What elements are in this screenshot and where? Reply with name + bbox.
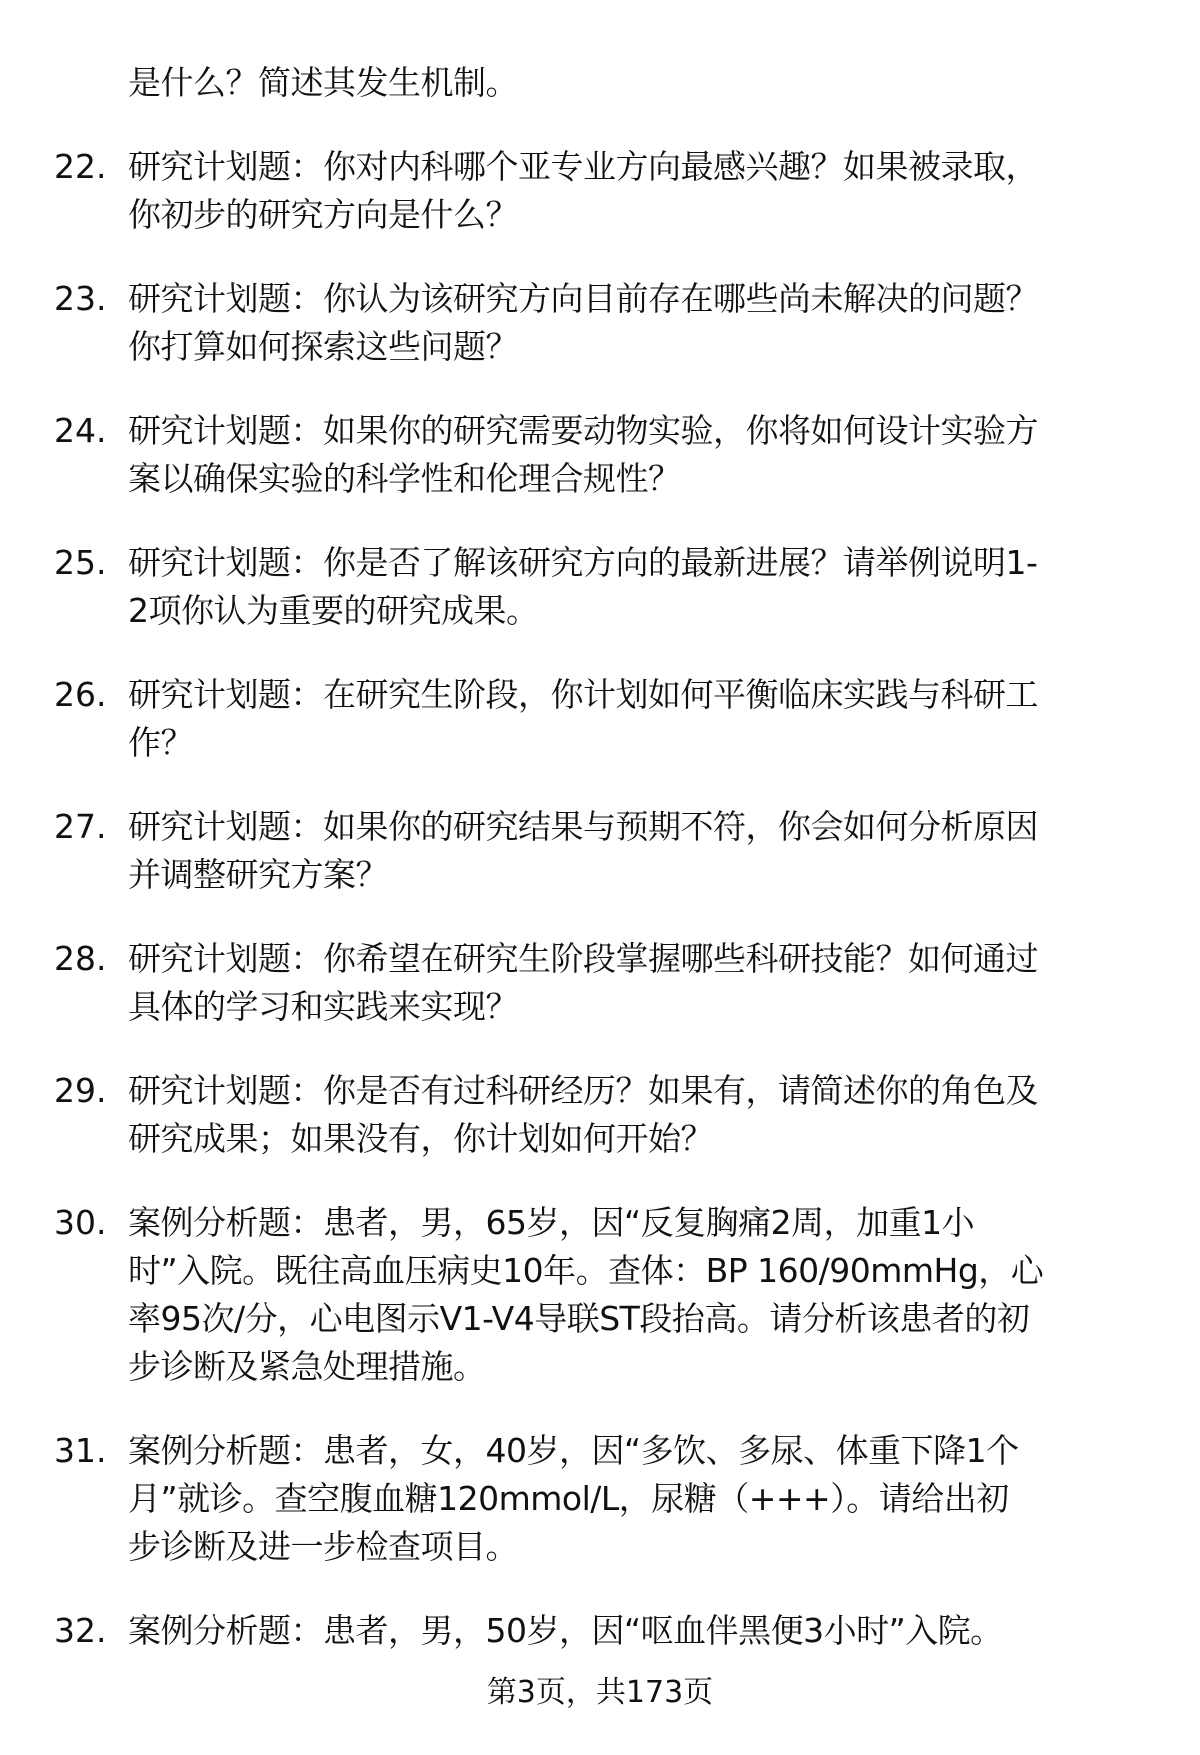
- question-number: 25.: [54, 543, 107, 582]
- question-number: 27.: [54, 807, 107, 846]
- question-text-line: 你打算如何探索这些问题？: [128, 327, 518, 366]
- question-text-line: 并调整研究方案？: [128, 855, 388, 894]
- question-text-line: 步诊断及紧急处理措施。: [128, 1347, 486, 1386]
- question-item: [0, 1067, 1200, 1163]
- question-item: [0, 407, 1200, 503]
- question-item: [0, 1199, 1200, 1391]
- question-number: 28.: [54, 939, 107, 978]
- question-text-line: 率95次/分，心电图示V1-V4导联ST段抬高。请分析该患者的初: [128, 1299, 1030, 1338]
- question-text-line: 作？: [128, 723, 193, 762]
- question-text-line: 研究计划题：你是否有过科研经历？如果有，请简述你的角色及: [128, 1071, 1038, 1110]
- question-number: 23.: [54, 279, 107, 318]
- question-item: [0, 803, 1200, 899]
- question-text-line: 研究计划题：如果你的研究结果与预期不符，你会如何分析原因: [128, 807, 1038, 846]
- question-number: 32.: [54, 1611, 107, 1650]
- question-text-line: 研究成果；如果没有，你计划如何开始？: [128, 1119, 713, 1158]
- question-text-line: 研究计划题：如果你的研究需要动物实验，你将如何设计实验方: [128, 411, 1038, 450]
- question-text-line: 研究计划题：在研究生阶段，你计划如何平衡临床实践与科研工: [128, 675, 1038, 714]
- question-number: 26.: [54, 675, 107, 714]
- question-item: [0, 935, 1200, 1031]
- question-text-line: 案例分析题：患者，男，65岁，因“反复胸痛2周，加重1小: [128, 1203, 975, 1242]
- question-text-line: 案例分析题：患者，女，40岁，因“多饮、多尿、体重下降1个: [128, 1431, 1019, 1470]
- question-number: 29.: [54, 1071, 107, 1110]
- question-item: [0, 143, 1200, 239]
- question-item: [0, 275, 1200, 371]
- page-number: 第3页，共173页: [486, 1675, 714, 1710]
- question-number: 22.: [54, 147, 107, 186]
- question-item: [0, 1607, 1200, 1655]
- question-text-line: 研究计划题：你是否了解该研究方向的最新进展？请举例说明1-: [128, 543, 1038, 582]
- question-text-line: 2项你认为重要的研究成果。: [128, 591, 539, 630]
- question-number: 30.: [54, 1203, 107, 1242]
- question-text-line: 研究计划题：你对内科哪个亚专业方向最感兴趣？如果被录取，: [128, 147, 1038, 186]
- question-text-line: 具体的学习和实践来实现？: [128, 987, 518, 1026]
- question-item: [0, 59, 1200, 107]
- question-number: 31.: [54, 1431, 107, 1470]
- question-item: [0, 671, 1200, 767]
- question-text-line: 研究计划题：你希望在研究生阶段掌握哪些科研技能？如何通过: [128, 939, 1038, 978]
- question-item: [0, 1427, 1200, 1571]
- question-text-line: 案例分析题：患者，男，50岁，因“呕血伴黑便3小时”入院。: [128, 1611, 1003, 1650]
- question-text-line: 你初步的研究方向是什么？: [128, 195, 518, 234]
- question-text-line: 时”入院。既往高血压病史10年。查体：BP 160/90mmHg，心: [128, 1251, 1044, 1290]
- question-text-line: 月”就诊。查空腹血糖120mmol/L，尿糖（+++）。请给出初: [128, 1479, 1009, 1518]
- question-list: [0, 59, 1200, 1691]
- question-text-line: 研究计划题：你认为该研究方向目前存在哪些尚未解决的问题？: [128, 279, 1038, 318]
- question-text-line: 步诊断及进一步检查项目。: [128, 1527, 518, 1566]
- question-text-line: 案以确保实验的科学性和伦理合规性？: [128, 459, 681, 498]
- question-item: [0, 539, 1200, 635]
- question-text-line: 是什么？简述其发生机制。: [128, 63, 518, 102]
- question-number: 24.: [54, 411, 107, 450]
